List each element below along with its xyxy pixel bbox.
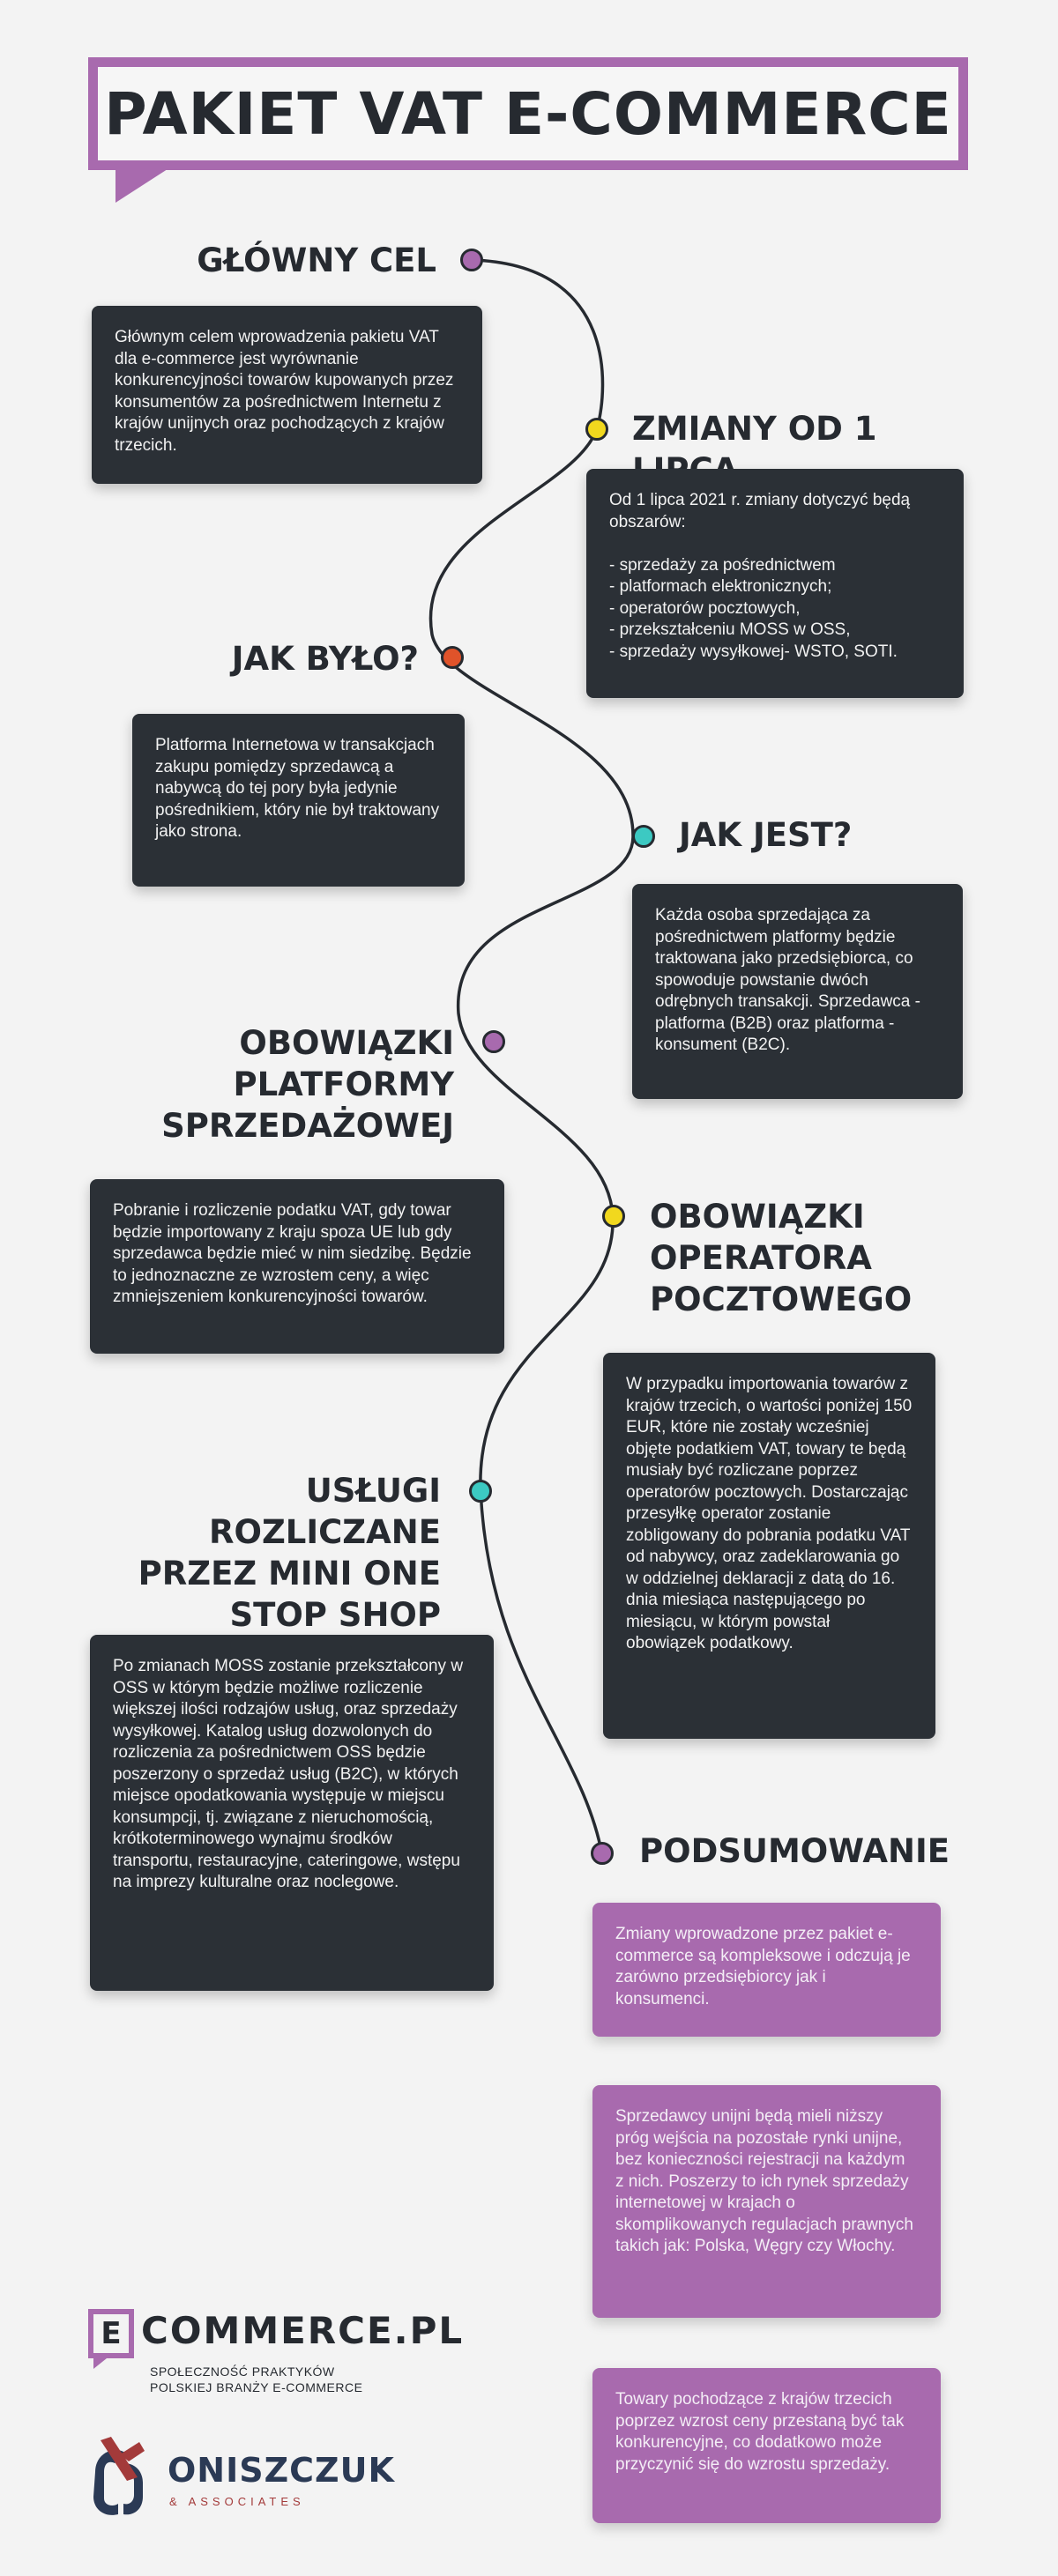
card-uslugi-moss: Po zmianach MOSS zostanie przekształcony w OSS w którym będzie możliwe rozliczenie większej ilości rodzajów usług, oraz sprzedaży wysyłkowej. Katalog usług dozwolonych do rozliczenia za pośrednictwem OSS będzie poszerzony o sprzedaż usług (B2C), w których miejsce opodatkowania występuje w miejscu konsumpcji, tj. związane z nieruchomością, krótkoterminowego wynajmu środków transportu, restauracyjne, cateringowe, wstępu na imprezy kulturalne oraz noclegowe.	[90, 1635, 494, 1991]
ecommerce-name: COMMERCE.PL	[141, 2309, 465, 2352]
timeline-dot-teal	[632, 825, 655, 848]
card-zmiany: Od 1 lipca 2021 r. zmiany dotyczyć będą obszarów: - sprzedaży za pośrednictwem - platformach elektronicznych; - operatorów pocztowych, - przekształceniu MOSS w OSS, - sprzedaży wysyłkowej- WSTO, SOTI.	[586, 469, 964, 698]
ecommerce-tagline: SPOŁECZNOŚĆ PRAKTYKÓW POLSKIEJ BRANŻY E-COMMERCE	[150, 2364, 363, 2394]
summary-card: Zmiany wprowadzone przez pakiet e-commerce są kompleksowe i odczują je zarówno przedsiębiorcy jak i konsumenci.	[592, 1903, 941, 2037]
ecommerce-bubble-tail	[93, 2355, 111, 2369]
speech-bubble-tail	[115, 167, 170, 203]
heading-jak-bylo: JAK BYŁO?	[231, 640, 419, 678]
heading-obowiazki-operatora: OBOWIĄZKI OPERATORA POCZTOWEGO	[650, 1198, 913, 1318]
heading-obowiazki-platformy: OBOWIĄZKI PLATFORMY SPRZEDAŻOWEJ	[161, 1024, 454, 1145]
card-obowiazki-platformy: Pobranie i rozliczenie podatku VAT, gdy towar będzie importowany z kraju spoza UE lub gdy sprzedawca będzie mieć w nim siedzibę. Będzie to jednoznaczne ze wzrostem ceny, a więc zmniejszeniem konkurencyjności towarów.	[90, 1179, 504, 1354]
card-glowny-cel: Głównym celem wprowadzenia pakietu VAT dla e-commerce jest wyrównanie konkurencyjności towarów kupowanych przez konsumentów za pośrednictwem Internetu z krajów unijnych oraz pochodzących z krajów trzecich.	[92, 306, 482, 484]
oniszczuk-sub: & ASSOCIATES	[169, 2495, 305, 2508]
card-obowiazki-operatora: W przypadku importowania towarów z krajów trzecich, o wartości poniżej 150 EUR, które nie zostały wcześniej objęte podatkiem VAT, towary te będą musiały być rozliczane poprzez operatorów pocztowych. Dostarczając przesyłkę operator zostanie zobligowany do pobrania podatku VAT od nabywcy, oraz zadeklarowania go w oddzielnej deklaracji z datą do 16. dnia miesiąca następującego po miesiącu, w którym powstał obowiązek podatkowy.	[603, 1353, 935, 1739]
timeline-dot-purple	[591, 1842, 614, 1865]
ecommerce-e-mark: E	[88, 2309, 134, 2358]
heading-uslugi-moss: USŁUGI ROZLICZANE PRZEZ MINI ONE STOP SHOP	[138, 1472, 441, 1634]
ecommerce-pl-logo	[88, 2302, 494, 2399]
summary-card: Towary pochodzące z krajów trzecich poprzez wzrost ceny przestaną być tak konkurencyjne, co dodatkowo może przyczynić się do wzrostu sprzedaży.	[592, 2368, 941, 2523]
timeline-dot-purple	[460, 249, 483, 271]
card-jak-bylo: Platforma Internetowa w transakcjach zakupu pomiędzy sprzedawcą a nabywcą do tej pory była jedynie pośrednikiem, który nie był traktowany jako strona.	[132, 714, 465, 887]
oniszczuk-name: ONISZCZUK	[168, 2451, 395, 2490]
timeline-dot-yellow	[602, 1205, 625, 1228]
heading-jak-jest: JAK JEST?	[679, 816, 853, 854]
page-title: PAKIET VAT E-COMMERCE	[104, 79, 952, 148]
oniszczuk-mark-icon	[88, 2437, 150, 2516]
title-banner	[88, 57, 968, 170]
summary-card: Sprzedawcy unijni będą mieli niższy próg wejścia na pozostałe rynki unijne, bez konieczności rejestracji na każdym z nich. Poszerzy to ich rynek sprzedaży internetowej w krajach o skomplikowanych regulacjach prawnych takich jak: Polska, Węgry czy Włochy.	[592, 2085, 941, 2318]
heading-podsumowanie: PODSUMOWANIE	[639, 1832, 950, 1870]
card-jak-jest: Każda osoba sprzedająca za pośrednictwem platformy będzie traktowana jako przedsiębiorca, co spowoduje powstanie dwóch odrębnych transakcji. Sprzedawca - platforma (B2B) oraz platforma - konsument (B2C).	[632, 884, 963, 1099]
oniszczuk-logo	[88, 2437, 395, 2525]
heading-glowny-cel: GŁÓWNY CEL	[197, 241, 436, 279]
timeline-dot-orange	[441, 646, 464, 669]
timeline-dot-purple	[482, 1030, 505, 1053]
heading-zmiany: ZMIANY OD 1	[632, 410, 877, 448]
timeline-dot-yellow	[585, 418, 608, 441]
timeline-dot-teal	[469, 1480, 492, 1503]
